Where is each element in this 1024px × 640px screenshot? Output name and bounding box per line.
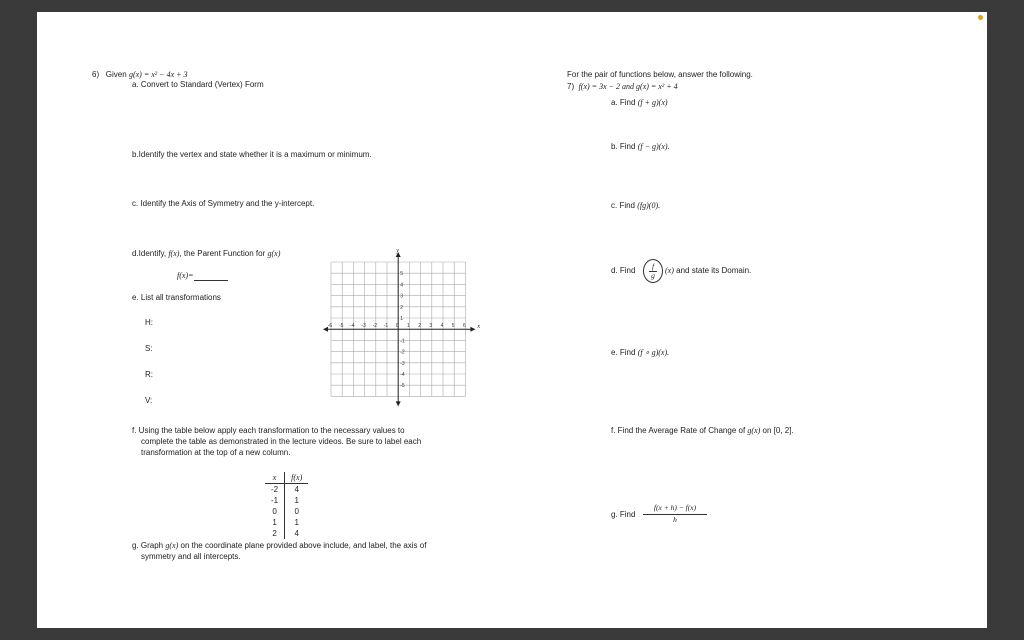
x-axis-label: x (477, 324, 481, 331)
y-tick-label: -1 (400, 338, 405, 345)
q6-header: 6) Given g(x) = x² − 4x + 3 (92, 70, 188, 79)
x-tick-label: 5 (451, 323, 455, 330)
paren-fraction: f g (643, 259, 663, 283)
x-axis-arrow-icon (470, 327, 475, 332)
x-tick-label: -5 (338, 323, 344, 330)
x-tick-label: -2 (372, 323, 378, 330)
y-tick-label: -2 (400, 349, 405, 356)
q6-part-d: d.Identify, f(x), the Parent Function for g(x) (132, 249, 281, 258)
y-tick-label: 2 (400, 304, 403, 311)
q6-part-g-line2: symmetry and all intercepts. (141, 552, 241, 561)
q7-part-f: f. Find the Average Rate of Change of g(x) on [0, 2]. (611, 426, 794, 435)
x-tick-label: 0 (395, 323, 399, 330)
table-row: -1 1 (265, 495, 308, 506)
y-axis-label: y (396, 248, 399, 254)
q6-part-g: g. Graph g(x) on the coordinate plane provided above include, and label, the axis of (132, 541, 427, 550)
q6-part-f-line2: complete the table as demonstrated in the lecture videos. Be sure to label each (141, 437, 422, 446)
x-tick-label: -6 (327, 323, 333, 330)
q6-part-e: e. List all transformations (132, 293, 221, 302)
x-tick-label: 3 (429, 323, 433, 330)
table-header-row (265, 472, 308, 484)
difference-quotient-denominator: h (673, 515, 677, 524)
coordinate-plane[interactable] (323, 248, 483, 408)
transformation-h: H: (145, 318, 153, 327)
y-tick-label: -5 (400, 383, 405, 390)
table-row: 2 4 (265, 528, 308, 539)
x-tick-label: 1 (407, 323, 410, 330)
q7-part-b: b. Find (f − g)(x). (611, 142, 670, 151)
transformation-r: R: (145, 370, 153, 379)
function-table (265, 472, 308, 539)
y-tick-label: 3 (400, 293, 403, 300)
y-axis-arrow-icon (396, 401, 401, 406)
transformation-s: S: (145, 344, 153, 353)
status-dot-icon (978, 15, 983, 20)
answer-blank[interactable] (194, 272, 228, 281)
q7-part-e: e. Find (f ∘ g)(x). (611, 348, 670, 357)
x-tick-label: 2 (418, 323, 421, 330)
table-header-x: x (265, 472, 285, 484)
x-tick-label: -4 (350, 323, 355, 330)
q7-part-g-label: g. Find (611, 510, 636, 519)
x-tick-label: 4 (440, 323, 444, 330)
y-tick-label: -3 (400, 360, 405, 367)
parent-function-answer: f(x)= (177, 271, 228, 281)
difference-quotient-numerator: f(x + h) − f(x) (653, 503, 697, 512)
table-row: 0 0 (265, 506, 308, 517)
q6-part-b: b.Identify the vertex and state whether it is a maximum or minimum. (132, 150, 372, 159)
q7-header: 7) f(x) = 3x − 2 and g(x) = x² + 4 (567, 82, 678, 91)
worksheet-page (37, 12, 987, 628)
q7-part-d-label: d. Find (611, 266, 636, 275)
transformation-v: V: (145, 396, 153, 405)
y-tick-label: 5 (400, 271, 403, 278)
q7-part-c: c. Find (fg)(0). (611, 201, 661, 210)
q6-part-f-line3: transformation at the top of a new column. (141, 448, 291, 457)
y-tick-label: 1 (400, 316, 403, 322)
q6-part-c: c. Identify the Axis of Symmetry and the y-intercept. (132, 199, 315, 208)
table-row: -2 4 (265, 484, 308, 496)
q6-part-a: a. Convert to Standard (Vertex) Form (132, 80, 264, 89)
q7-part-d-rest: (x) and state its Domain. (665, 266, 752, 275)
x-tick-label: -3 (361, 323, 366, 330)
x-tick-label: 6 (463, 323, 466, 330)
q7-intro: For the pair of functions below, answer the following. (567, 70, 753, 79)
table-header-fx: f(x) (285, 472, 309, 484)
y-tick-label: 4 (400, 282, 403, 289)
x-tick-label: -1 (383, 323, 389, 330)
y-tick-label: -4 (400, 372, 405, 378)
table-row: 1 1 (265, 517, 308, 528)
q6-part-f-line1: f. Using the table below apply each transformation to the necessary values to (132, 426, 405, 435)
q7-part-a: a. Find (f + g)(x) (611, 98, 668, 107)
